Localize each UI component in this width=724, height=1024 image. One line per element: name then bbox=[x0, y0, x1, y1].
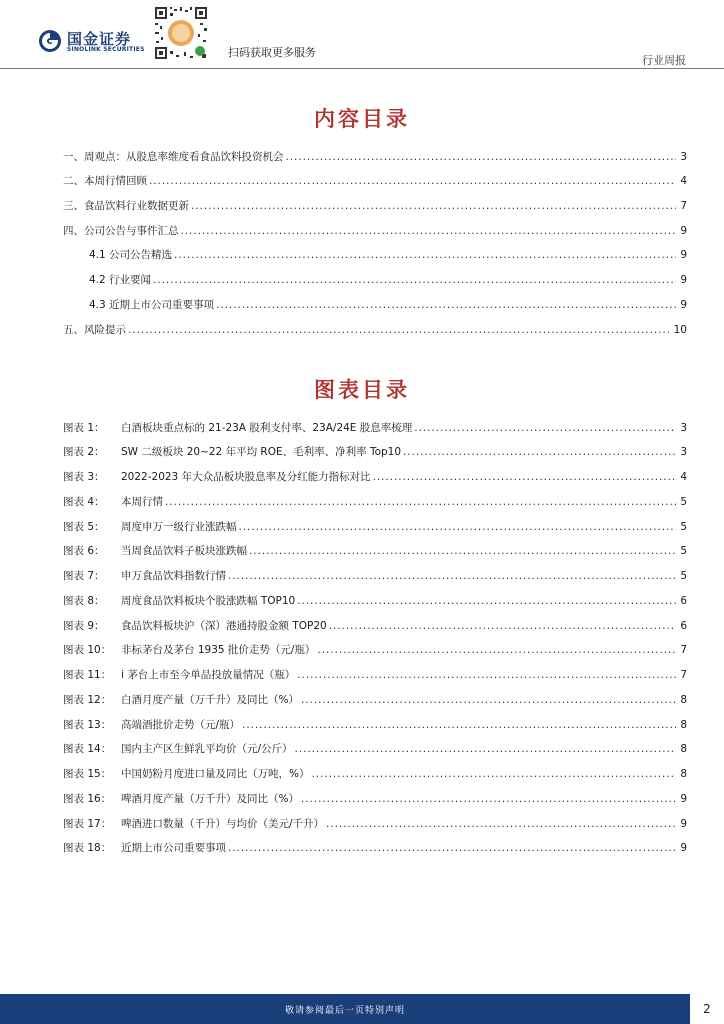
toc-title: 内容目录 bbox=[314, 107, 410, 131]
toc-entry-label: 二、本周行情回顾 bbox=[63, 175, 147, 187]
figure-label: 本周行情 bbox=[121, 496, 163, 508]
figure-entry[interactable] bbox=[63, 495, 687, 509]
toc-entry[interactable] bbox=[63, 224, 687, 238]
toc-subentry[interactable] bbox=[89, 248, 687, 262]
figure-number: 图表 14： bbox=[63, 743, 112, 755]
figure-label: 高端酒批价走势（元/瓶） bbox=[121, 719, 241, 731]
figure-entry[interactable] bbox=[63, 817, 687, 831]
figure-page: 9 bbox=[680, 842, 687, 854]
leader-dots bbox=[329, 619, 677, 633]
figure-number: 图表 6： bbox=[63, 545, 105, 557]
figure-number: 图表 11： bbox=[63, 669, 112, 681]
toc-entry[interactable] bbox=[63, 150, 687, 164]
figure-entry[interactable] bbox=[63, 619, 687, 633]
figure-page: 8 bbox=[680, 768, 687, 780]
toc-entry-label: 四、公司公告与事件汇总 bbox=[63, 225, 179, 237]
figure-number: 图表 2： bbox=[63, 446, 105, 458]
leader-dots bbox=[295, 742, 677, 756]
figure-page: 3 bbox=[680, 446, 687, 458]
figure-entry[interactable] bbox=[63, 693, 687, 707]
figure-label: 啤酒进口数量（千升）与均价（美元/千升） bbox=[121, 818, 325, 830]
figure-page: 6 bbox=[680, 620, 687, 632]
figure-entry[interactable] bbox=[63, 792, 687, 806]
leader-dots bbox=[228, 841, 676, 855]
figure-label: 周度申万一级行业涨跌幅 bbox=[121, 521, 237, 533]
toc-entry-page: 9 bbox=[680, 274, 687, 286]
leader-dots bbox=[311, 767, 676, 781]
footer-disclaimer: 敬请参阅最后一页特别声明 bbox=[284, 1006, 405, 1016]
figure-number: 图表 5： bbox=[63, 521, 105, 533]
figure-number: 图表 16： bbox=[63, 793, 112, 805]
leader-dots bbox=[174, 248, 676, 262]
toc-entry-label: 三、食品饮料行业数据更新 bbox=[63, 200, 189, 212]
figure-page: 8 bbox=[680, 743, 687, 755]
toc-entry-page: 4 bbox=[680, 175, 687, 187]
page-number: 2 bbox=[703, 1002, 711, 1016]
figure-label: 非标茅台及茅台 1935 批价走势（元/瓶） bbox=[121, 644, 316, 656]
leader-dots bbox=[414, 421, 676, 435]
figure-number: 图表 10： bbox=[63, 644, 112, 656]
leader-dots bbox=[181, 224, 677, 238]
leader-dots bbox=[165, 495, 676, 509]
report-type: 行业周报 bbox=[642, 54, 686, 67]
figure-number: 图表 15： bbox=[63, 768, 112, 780]
figure-label: 申万食品饮料指数行情 bbox=[121, 570, 226, 582]
figure-label: 2022-2023 年大众品板块股息率及分红能力指标对比 bbox=[121, 471, 371, 483]
figure-label: 啤酒月度产量（万千升）及同比（%） bbox=[121, 793, 299, 805]
figure-label: 周度食品饮料板块个股涨跌幅 TOP10 bbox=[121, 595, 296, 607]
figure-page: 5 bbox=[680, 545, 687, 557]
leader-dots bbox=[239, 520, 677, 534]
leader-dots bbox=[128, 323, 670, 337]
figure-label: 中国奶粉月度进口量及同比（万吨，%） bbox=[121, 768, 310, 780]
figure-entry[interactable] bbox=[63, 767, 687, 781]
figure-entry[interactable] bbox=[63, 841, 687, 855]
leader-dots bbox=[297, 668, 676, 682]
figure-entry[interactable] bbox=[63, 742, 687, 756]
figure-number: 图表 9： bbox=[63, 620, 105, 632]
figure-label: 食品饮料板块沪（深）港通持股金额 TOP20 bbox=[121, 620, 327, 632]
figure-page: 6 bbox=[680, 595, 687, 607]
leader-dots bbox=[373, 470, 677, 484]
figure-entry[interactable] bbox=[63, 544, 687, 558]
toc-entry-page: 9 bbox=[680, 225, 687, 237]
figure-number: 图表 3： bbox=[63, 471, 105, 483]
leader-dots bbox=[216, 298, 676, 312]
leader-dots bbox=[301, 693, 676, 707]
figure-label: 白酒板块重点标的 21-23A 股利支付率、23A/24E 股息率梳理 bbox=[121, 422, 413, 434]
header-divider bbox=[0, 68, 724, 69]
toc-entry-page: 9 bbox=[680, 299, 687, 311]
figure-page: 4 bbox=[680, 471, 687, 483]
leader-dots bbox=[249, 544, 676, 558]
toc-entry[interactable] bbox=[63, 199, 687, 213]
figure-page: 9 bbox=[680, 793, 687, 805]
toc-entry-label: 4.2 行业要闻 bbox=[89, 274, 152, 286]
figure-page: 5 bbox=[680, 496, 687, 508]
leader-dots bbox=[153, 273, 676, 287]
leader-dots bbox=[228, 569, 676, 583]
page-header bbox=[0, 0, 724, 70]
figure-page: 7 bbox=[680, 669, 687, 681]
figure-label: 当周食品饮料子板块涨跌幅 bbox=[121, 545, 247, 557]
figure-entry[interactable] bbox=[63, 594, 687, 608]
figure-entry[interactable] bbox=[63, 718, 687, 732]
figure-number: 图表 13： bbox=[63, 719, 112, 731]
figure-number: 图表 4： bbox=[63, 496, 105, 508]
toc-entry-label: 4.3 近期上市公司重要事项 bbox=[89, 299, 215, 311]
toc-entry[interactable] bbox=[63, 174, 687, 188]
figure-label: i 茅台上市至今单品投放量情况（瓶） bbox=[121, 669, 296, 681]
figure-page: 7 bbox=[680, 644, 687, 656]
logo-chinese-name: 国金证券 bbox=[67, 30, 132, 48]
figure-page: 3 bbox=[680, 422, 687, 434]
leader-dots bbox=[403, 445, 676, 459]
qr-caption: 扫码获取更多服务 bbox=[228, 46, 316, 59]
leader-dots bbox=[317, 643, 676, 657]
leader-dots bbox=[286, 150, 677, 164]
figure-number: 图表 18： bbox=[63, 842, 112, 854]
figure-label: 近期上市公司重要事项 bbox=[121, 842, 226, 854]
figure-label: 国内主产区生鲜乳平均价（元/公斤） bbox=[121, 743, 293, 755]
leader-dots bbox=[149, 174, 676, 188]
figures-title: 图表目录 bbox=[314, 378, 410, 402]
figure-label: SW 二级板块 20~22 年平均 ROE、毛利率、净利率 Top10 bbox=[121, 446, 402, 458]
figure-entry[interactable] bbox=[63, 668, 687, 682]
figure-entry[interactable] bbox=[63, 421, 687, 435]
figure-label: 白酒月度产量（万千升）及同比（%） bbox=[121, 694, 299, 706]
leader-dots bbox=[191, 199, 676, 213]
figure-page: 5 bbox=[680, 521, 687, 533]
logo-english-name: SINOLINK SECURITIES bbox=[67, 46, 145, 53]
toc-entry-label: 五、风险提示 bbox=[63, 324, 126, 336]
toc-entry-label: 一、周观点：从股息率维度看食品饮料投资机会 bbox=[63, 151, 284, 163]
toc-entry-page: 9 bbox=[680, 249, 687, 261]
sinolink-logo-icon bbox=[38, 29, 62, 53]
toc-entry-page: 10 bbox=[673, 324, 687, 336]
figure-entry[interactable] bbox=[63, 520, 687, 534]
figure-entry[interactable] bbox=[63, 470, 687, 484]
figure-number: 图表 12： bbox=[63, 694, 112, 706]
leader-dots bbox=[297, 594, 676, 608]
toc-entry-page: 7 bbox=[680, 200, 687, 212]
toc-subentry[interactable] bbox=[89, 273, 687, 287]
leader-dots bbox=[242, 718, 676, 732]
figure-page: 8 bbox=[680, 719, 687, 731]
figure-number: 图表 7： bbox=[63, 570, 105, 582]
toc-entry[interactable] bbox=[63, 323, 687, 337]
figure-page: 9 bbox=[680, 818, 687, 830]
figure-number: 图表 8： bbox=[63, 595, 105, 607]
figure-entry[interactable] bbox=[63, 569, 687, 583]
leader-dots bbox=[326, 817, 676, 831]
figure-number: 图表 1： bbox=[63, 422, 105, 434]
company-logo bbox=[38, 27, 148, 57]
figure-page: 5 bbox=[680, 570, 687, 582]
toc-entry-label: 4.1 公司公告精选 bbox=[89, 249, 173, 261]
toc-subentry[interactable] bbox=[89, 298, 687, 312]
figure-entry[interactable] bbox=[63, 445, 687, 459]
figure-page: 8 bbox=[680, 694, 687, 706]
figure-number: 图表 17： bbox=[63, 818, 112, 830]
toc-entry-page: 3 bbox=[680, 151, 687, 163]
qr-code-icon[interactable] bbox=[152, 4, 210, 62]
leader-dots bbox=[301, 792, 676, 806]
figure-entry[interactable] bbox=[63, 643, 687, 657]
